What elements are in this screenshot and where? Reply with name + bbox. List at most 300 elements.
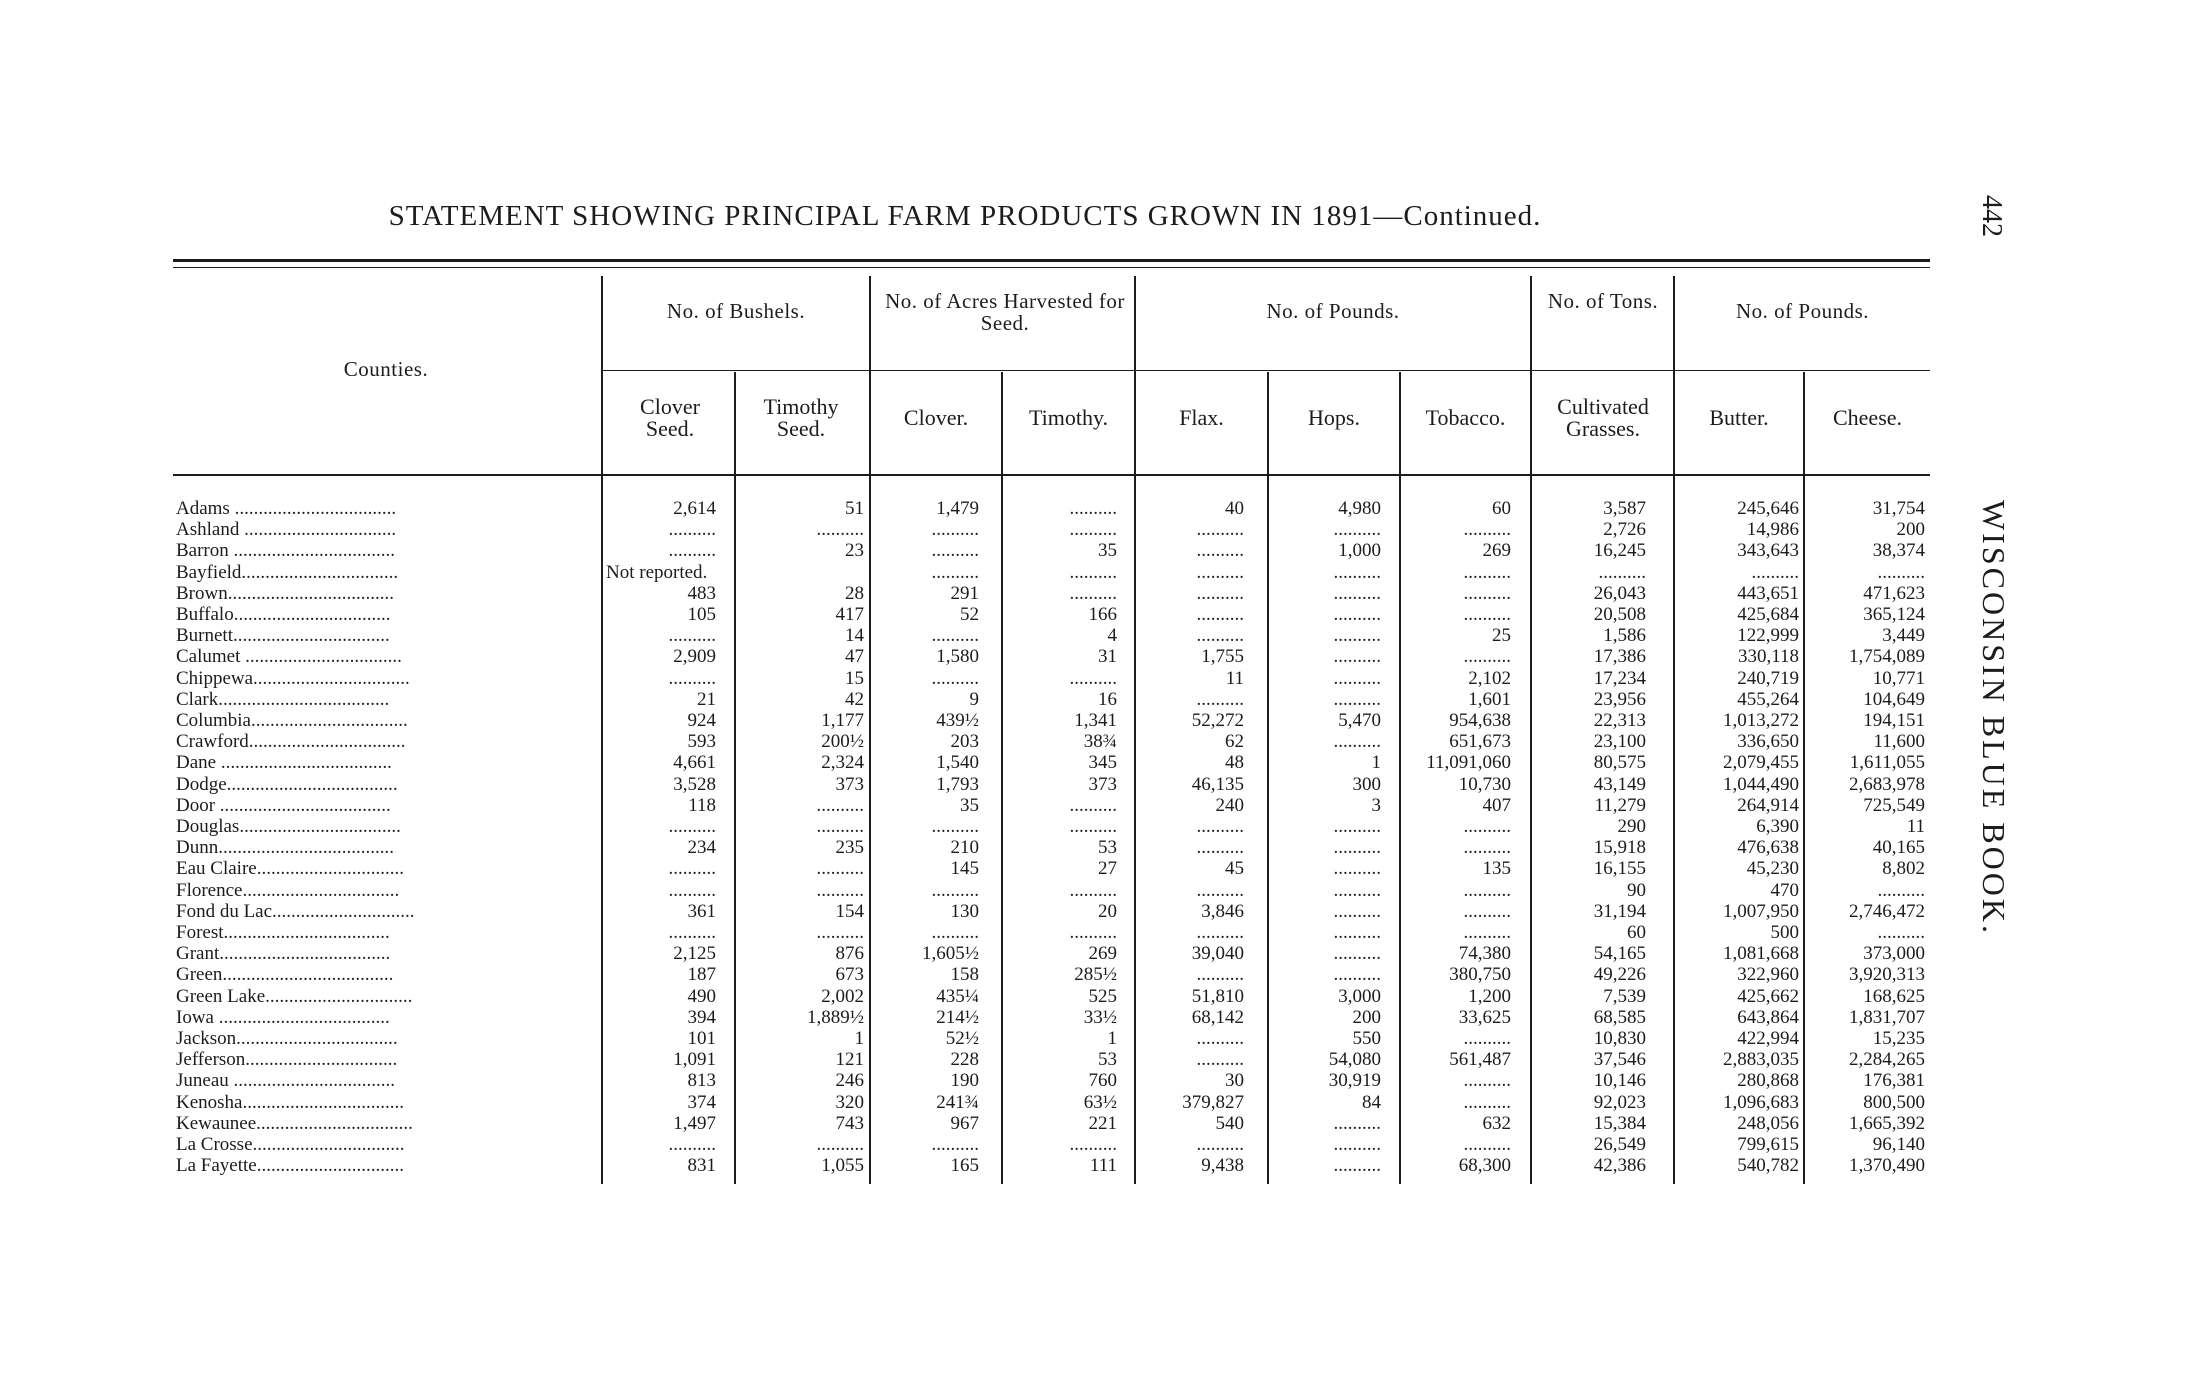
cell-flax: 240: [1215, 795, 1244, 816]
cell-clover-seed: 394: [687, 1007, 716, 1028]
cell-clover-seed: ..........: [668, 668, 716, 689]
cell-hops: ..........: [1333, 922, 1381, 943]
cell-cultivated-grasses: 49,226: [1593, 964, 1646, 985]
cell-timothy-seed: ..........: [816, 922, 864, 943]
cell-timothy: ..........: [1069, 816, 1117, 837]
cell-timothy: ..........: [1069, 880, 1117, 901]
cell-timothy-seed: 373: [835, 774, 864, 795]
cell-butter: 14,986: [1746, 519, 1799, 540]
cell-butter: 245,646: [1737, 498, 1799, 519]
cell-timothy: 27: [1098, 858, 1117, 879]
cell-timothy-seed: 246: [835, 1070, 864, 1091]
cell-timothy-seed: ..........: [816, 880, 864, 901]
cell-hops: ..........: [1333, 519, 1381, 540]
cell-cheese: 373,000: [1863, 943, 1925, 964]
cell-timothy: 760: [1088, 1070, 1117, 1091]
cell-clover: ..........: [931, 668, 979, 689]
cell-butter: 264,914: [1737, 795, 1799, 816]
cell-timothy: ..........: [1069, 519, 1117, 540]
table-row: [0, 837, 2192, 858]
cell-hops: ..........: [1333, 943, 1381, 964]
cell-timothy: 38¾: [1083, 731, 1117, 752]
cell-timothy: ..........: [1069, 562, 1117, 583]
table-row: [0, 668, 2192, 689]
table-row: [0, 583, 2192, 604]
cell-county: Clark....................................: [176, 689, 390, 710]
cell-butter: 443,651: [1737, 583, 1799, 604]
cell-clover-seed: 361: [687, 901, 716, 922]
cell-cheese: 1,370,490: [1849, 1155, 1925, 1176]
cell-tobacco: ..........: [1463, 583, 1511, 604]
cell-flax: 1,755: [1201, 646, 1244, 667]
running-head: WISCONSIN BLUE BOOK.: [1976, 500, 2012, 936]
cell-timothy: 53: [1098, 837, 1117, 858]
cell-timothy: 1: [1107, 1028, 1117, 1049]
cell-timothy: 285½: [1074, 964, 1117, 985]
header-cheese: Cheese.: [1832, 405, 1903, 430]
cell-cultivated-grasses: 7,539: [1603, 986, 1646, 1007]
cell-hops: ..........: [1333, 625, 1381, 646]
cell-flax: 52,272: [1191, 710, 1244, 731]
cell-tobacco: ..........: [1463, 646, 1511, 667]
cell-flax: 45: [1225, 858, 1244, 879]
cell-flax: ..........: [1196, 1028, 1244, 1049]
cell-flax: ..........: [1196, 1134, 1244, 1155]
cell-butter: 422,994: [1737, 1028, 1799, 1049]
cell-clover-seed: ..........: [668, 880, 716, 901]
cell-flax: ..........: [1196, 540, 1244, 561]
cell-butter: 2,079,455: [1723, 752, 1799, 773]
cell-cheese: 1,611,055: [1849, 752, 1925, 773]
cell-hops: ..........: [1333, 583, 1381, 604]
cell-county: La Crosse................................: [176, 1134, 405, 1155]
cell-timothy-seed: 23: [845, 540, 864, 561]
cell-clover: 158: [950, 964, 979, 985]
cell-cheese: 10,771: [1872, 668, 1925, 689]
cell-tobacco: 1,200: [1468, 986, 1511, 1007]
cell-clover: ..........: [931, 625, 979, 646]
cell-butter: 476,638: [1737, 837, 1799, 858]
cell-cheese: 365,124: [1863, 604, 1925, 625]
header-counties: Counties.: [343, 357, 429, 381]
cell-hops: ..........: [1333, 668, 1381, 689]
cell-county: Fond du Lac..............................: [176, 901, 415, 922]
cell-tobacco: ..........: [1463, 1028, 1511, 1049]
cell-hops: ..........: [1333, 816, 1381, 837]
cell-cultivated-grasses: 22,313: [1593, 710, 1646, 731]
cell-county: Forest...................................: [176, 922, 390, 943]
cell-hops: ..........: [1333, 646, 1381, 667]
cell-clover-seed: 3,528: [673, 774, 716, 795]
cell-butter: 6,390: [1756, 816, 1799, 837]
cell-clover-seed: ..........: [668, 540, 716, 561]
cell-timothy-seed: 28: [845, 583, 864, 604]
cell-clover: ..........: [931, 922, 979, 943]
cell-clover-seed: 483: [687, 583, 716, 604]
table-row: [0, 1070, 2192, 1091]
cell-clover: ..........: [931, 562, 979, 583]
cell-hops: 1: [1371, 752, 1381, 773]
cell-cheese: 104,649: [1863, 689, 1925, 710]
cell-county: Dunn.....................................: [176, 837, 394, 858]
header-timothy-seed: Timothy Seed.: [763, 394, 839, 441]
cell-timothy-seed: 1,177: [821, 710, 864, 731]
cell-tobacco: 954,638: [1449, 710, 1511, 731]
cell-cultivated-grasses: 37,546: [1593, 1049, 1646, 1070]
cell-county: La Fayette...............................: [176, 1155, 404, 1176]
cell-hops: ..........: [1333, 901, 1381, 922]
cell-county: Florence.................................: [176, 880, 400, 901]
cell-timothy-seed: 2,324: [821, 752, 864, 773]
cell-county: Green Lake...............................: [176, 986, 413, 1007]
table-row: [0, 943, 2192, 964]
cell-tobacco: 380,750: [1449, 964, 1511, 985]
cell-butter: 540,782: [1737, 1155, 1799, 1176]
cell-clover: 241¾: [936, 1092, 979, 1113]
cell-cultivated-grasses: 42,386: [1593, 1155, 1646, 1176]
cell-tobacco: ..........: [1463, 519, 1511, 540]
cell-flax: ..........: [1196, 604, 1244, 625]
header-acres: No. of Acres Harvested for Seed.: [885, 289, 1125, 335]
cell-hops: 84: [1362, 1092, 1381, 1113]
header-timothy: Timothy.: [1028, 405, 1109, 430]
cell-flax: ..........: [1196, 689, 1244, 710]
cell-tobacco: ..........: [1463, 1092, 1511, 1113]
cell-butter: 1,013,272: [1723, 710, 1799, 731]
cell-butter: 280,868: [1737, 1070, 1799, 1091]
cell-county: Grant....................................: [176, 943, 391, 964]
header-bottom-rule: [173, 474, 1930, 476]
cell-cheese: 1,831,707: [1849, 1007, 1925, 1028]
cell-cultivated-grasses: 54,165: [1593, 943, 1646, 964]
cell-hops: 4,980: [1338, 498, 1381, 519]
cell-timothy: 4: [1107, 625, 1117, 646]
cell-cultivated-grasses: 10,146: [1593, 1070, 1646, 1091]
cell-cheese: 725,549: [1863, 795, 1925, 816]
top-rule: [173, 259, 1930, 262]
cell-cheese: 38,374: [1872, 540, 1925, 561]
cell-butter: 330,118: [1737, 646, 1799, 667]
cell-clover: 439½: [936, 710, 979, 731]
cell-cheese: 176,381: [1863, 1070, 1925, 1091]
cell-clover-seed: 813: [687, 1070, 716, 1091]
table-row: [0, 1028, 2192, 1049]
cell-timothy-seed: 743: [835, 1113, 864, 1134]
cell-clover-seed: ..........: [668, 1134, 716, 1155]
cell-timothy-seed: ..........: [816, 795, 864, 816]
cell-timothy-seed: 235: [835, 837, 864, 858]
table-row: [0, 774, 2192, 795]
cell-clover: 9: [969, 689, 979, 710]
cell-hops: ..........: [1333, 880, 1381, 901]
cell-timothy: ..........: [1069, 498, 1117, 519]
cell-hops: 30,919: [1328, 1070, 1381, 1091]
cell-cultivated-grasses: 26,549: [1593, 1134, 1646, 1155]
cell-flax: 40: [1225, 498, 1244, 519]
cell-cultivated-grasses: 60: [1627, 922, 1646, 943]
table-row: [0, 816, 2192, 837]
cell-timothy-seed: 876: [835, 943, 864, 964]
cell-butter: 122,999: [1737, 625, 1799, 646]
cell-clover: 214½: [936, 1007, 979, 1028]
cell-clover: 52: [960, 604, 979, 625]
cell-flax: 30: [1225, 1070, 1244, 1091]
cell-butter: 425,684: [1737, 604, 1799, 625]
cell-clover-seed: 593: [687, 731, 716, 752]
table-row: [0, 1155, 2192, 1176]
cell-clover-seed: Not reported.: [606, 562, 708, 583]
cell-timothy: ..........: [1069, 922, 1117, 943]
cell-butter: 336,650: [1737, 731, 1799, 752]
cell-butter: 425,662: [1737, 986, 1799, 1007]
cell-county: Jefferson................................: [176, 1049, 398, 1070]
cell-cheese: ..........: [1877, 562, 1925, 583]
cell-timothy: ..........: [1069, 1134, 1117, 1155]
cell-clover: ..........: [931, 816, 979, 837]
cell-clover-seed: 101: [687, 1028, 716, 1049]
cell-cultivated-grasses: 15,384: [1593, 1113, 1646, 1134]
cell-cheese: 800,500: [1863, 1092, 1925, 1113]
cell-timothy-seed: 1,055: [821, 1155, 864, 1176]
cell-tobacco: ..........: [1463, 880, 1511, 901]
table-row: [0, 625, 2192, 646]
cell-butter: 455,264: [1737, 689, 1799, 710]
cell-hops: 3: [1371, 795, 1381, 816]
cell-butter: 799,615: [1737, 1134, 1799, 1155]
cell-timothy: 269: [1088, 943, 1117, 964]
cell-cultivated-grasses: 92,023: [1593, 1092, 1646, 1113]
cell-hops: 5,470: [1338, 710, 1381, 731]
cell-tobacco: 68,300: [1458, 1155, 1511, 1176]
cell-cheese: 1,754,089: [1849, 646, 1925, 667]
cell-county: Burnett.................................: [176, 625, 390, 646]
cell-cultivated-grasses: 290: [1617, 816, 1646, 837]
cell-flax: ..........: [1196, 583, 1244, 604]
cell-county: Chippewa.................................: [176, 668, 410, 689]
header-clover-seed: Clover Seed.: [640, 394, 700, 441]
cell-tobacco: 74,380: [1458, 943, 1511, 964]
cell-flax: 3,846: [1201, 901, 1244, 922]
cell-cultivated-grasses: 11,279: [1594, 795, 1646, 816]
cell-hops: ..........: [1333, 604, 1381, 625]
cell-county: Kewaunee.................................: [176, 1113, 413, 1134]
cell-tobacco: 561,487: [1449, 1049, 1511, 1070]
cell-butter: 1,007,950: [1723, 901, 1799, 922]
cell-flax: 9,438: [1201, 1155, 1244, 1176]
cell-tobacco: 269: [1482, 540, 1511, 561]
cell-flax: 51,810: [1191, 986, 1244, 1007]
cell-hops: ..........: [1333, 964, 1381, 985]
cell-county: Barron ..................................: [176, 540, 396, 561]
table-row: [0, 562, 2192, 583]
table-row: [0, 752, 2192, 773]
cell-clover: 145: [950, 858, 979, 879]
cell-flax: ..........: [1196, 880, 1244, 901]
cell-timothy: 33½: [1083, 1007, 1117, 1028]
cell-butter: 470: [1770, 880, 1799, 901]
cell-cultivated-grasses: 2,726: [1603, 519, 1646, 540]
cell-county: Door ....................................: [176, 795, 391, 816]
cell-clover-seed: 21: [697, 689, 716, 710]
cell-hops: ..........: [1333, 858, 1381, 879]
cell-timothy: 16: [1098, 689, 1117, 710]
header-tons: No. of Tons.: [1547, 289, 1659, 313]
cell-tobacco: 632: [1482, 1113, 1511, 1134]
header-hops: Hops.: [1308, 405, 1360, 430]
cell-timothy-seed: ..........: [816, 816, 864, 837]
cell-timothy: 31: [1098, 646, 1117, 667]
cell-cultivated-grasses: 68,585: [1593, 1007, 1646, 1028]
cell-flax: ..........: [1196, 816, 1244, 837]
cell-timothy-seed: ..........: [816, 1134, 864, 1155]
cell-clover-seed: 2,614: [673, 498, 716, 519]
cell-clover: ..........: [931, 880, 979, 901]
cell-flax: ..........: [1196, 964, 1244, 985]
cell-tobacco: ..........: [1463, 604, 1511, 625]
cell-timothy-seed: 2,002: [821, 986, 864, 1007]
cell-butter: ..........: [1751, 562, 1799, 583]
cell-timothy-seed: 15: [845, 668, 864, 689]
cell-cultivated-grasses: ..........: [1598, 562, 1646, 583]
top-rule-thin: [173, 267, 1930, 268]
cell-timothy: 345: [1088, 752, 1117, 773]
cell-timothy: 1,341: [1074, 710, 1117, 731]
cell-clover-seed: ..........: [668, 858, 716, 879]
cell-cultivated-grasses: 90: [1627, 880, 1646, 901]
cell-tobacco: 135: [1482, 858, 1511, 879]
header-pounds-2: No. of Pounds.: [1735, 299, 1869, 323]
cell-clover: 967: [950, 1113, 979, 1134]
cell-tobacco: ..........: [1463, 837, 1511, 858]
cell-cheese: 3,920,313: [1849, 964, 1925, 985]
cell-cheese: 8,802: [1882, 858, 1925, 879]
cell-clover-seed: 924: [687, 710, 716, 731]
cell-clover: ..........: [931, 540, 979, 561]
header-bushels: No. of Bushels.: [666, 299, 806, 323]
cell-cheese: 2,746,472: [1849, 901, 1925, 922]
cell-county: Crawford.................................: [176, 731, 406, 752]
cell-cultivated-grasses: 15,918: [1593, 837, 1646, 858]
cell-flax: ..........: [1196, 519, 1244, 540]
cell-clover-seed: 2,909: [673, 646, 716, 667]
cell-cultivated-grasses: 80,575: [1593, 752, 1646, 773]
table-row: [0, 795, 2192, 816]
table-row: [0, 498, 2192, 519]
cell-timothy-seed: 1: [854, 1028, 864, 1049]
cell-flax: ..........: [1196, 1049, 1244, 1070]
cell-cheese: 2,683,978: [1849, 774, 1925, 795]
cell-tobacco: 25: [1492, 625, 1511, 646]
cell-clover-seed: 2,125: [673, 943, 716, 964]
cell-hops: 200: [1352, 1007, 1381, 1028]
cell-flax: 379,827: [1182, 1092, 1244, 1113]
cell-county: Brown...................................: [176, 583, 394, 604]
cell-butter: 248,056: [1737, 1113, 1799, 1134]
group-header-rule: [603, 370, 1930, 371]
cell-county: Dane ....................................: [176, 752, 392, 773]
cell-cultivated-grasses: 31,194: [1593, 901, 1646, 922]
cell-county: Iowa ....................................: [176, 1007, 390, 1028]
cell-clover-seed: ..........: [668, 519, 716, 540]
cell-timothy-seed: ..........: [816, 858, 864, 879]
cell-hops: 3,000: [1338, 986, 1381, 1007]
cell-clover: 203: [950, 731, 979, 752]
cell-hops: ..........: [1333, 1113, 1381, 1134]
cell-clover: 291: [950, 583, 979, 604]
cell-clover: 52½: [945, 1028, 979, 1049]
cell-cheese: 194,151: [1863, 710, 1925, 731]
cell-cheese: 1,665,392: [1849, 1113, 1925, 1134]
cell-clover: 1,605½: [922, 943, 979, 964]
page-number: 442: [1976, 195, 2007, 237]
table-row: [0, 1049, 2192, 1070]
cell-tobacco: 1,601: [1468, 689, 1511, 710]
cell-butter: 1,096,683: [1723, 1092, 1799, 1113]
cell-cheese: ..........: [1877, 922, 1925, 943]
cell-clover: 165: [950, 1155, 979, 1176]
cell-tobacco: 407: [1482, 795, 1511, 816]
cell-county: Douglas..................................: [176, 816, 401, 837]
cell-county: Green....................................: [176, 964, 394, 985]
cell-flax: ..........: [1196, 625, 1244, 646]
cell-timothy: 63½: [1083, 1092, 1117, 1113]
cell-timothy-seed: 47: [845, 646, 864, 667]
cell-timothy: 20: [1098, 901, 1117, 922]
cell-timothy: 53: [1098, 1049, 1117, 1070]
cell-cheese: 96,140: [1872, 1134, 1925, 1155]
cell-hops: ..........: [1333, 1134, 1381, 1155]
cell-clover: 1,793: [936, 774, 979, 795]
cell-cheese: 2,284,265: [1849, 1049, 1925, 1070]
cell-timothy-seed: 200½: [821, 731, 864, 752]
cell-clover-seed: 105: [687, 604, 716, 625]
table-row: [0, 1134, 2192, 1155]
cell-cultivated-grasses: 16,245: [1593, 540, 1646, 561]
table-row: [0, 964, 2192, 985]
cell-cultivated-grasses: 1,586: [1603, 625, 1646, 646]
table-row: [0, 858, 2192, 879]
cell-clover-seed: 1,497: [673, 1113, 716, 1134]
cell-clover-seed: ..........: [668, 922, 716, 943]
cell-timothy-seed: [738, 562, 864, 583]
cell-tobacco: 60: [1492, 498, 1511, 519]
cell-clover: ..........: [931, 1134, 979, 1155]
cell-cheese: 31,754: [1872, 498, 1925, 519]
cell-cheese: 40,165: [1872, 837, 1925, 858]
cell-county: Columbia.................................: [176, 710, 408, 731]
cell-timothy-seed: ..........: [816, 519, 864, 540]
cell-hops: ..........: [1333, 689, 1381, 710]
cell-clover-seed: 831: [687, 1155, 716, 1176]
header-clover: Clover.: [903, 405, 969, 430]
cell-cheese: 471,623: [1863, 583, 1925, 604]
cell-hops: ..........: [1333, 1155, 1381, 1176]
cell-clover-seed: 4,661: [673, 752, 716, 773]
cell-butter: 1,044,490: [1723, 774, 1799, 795]
cell-flax: 540: [1215, 1113, 1244, 1134]
table-row: [0, 604, 2192, 625]
cell-cultivated-grasses: 23,100: [1593, 731, 1646, 752]
cell-flax: 39,040: [1191, 943, 1244, 964]
cell-clover-seed: 1,091: [673, 1049, 716, 1070]
cell-county: Jackson..................................: [176, 1028, 398, 1049]
cell-cultivated-grasses: 43,149: [1593, 774, 1646, 795]
cell-timothy-seed: 320: [835, 1092, 864, 1113]
cell-cultivated-grasses: 23,956: [1593, 689, 1646, 710]
cell-county: Eau Claire...............................: [176, 858, 404, 879]
table-row: [0, 1092, 2192, 1113]
page-title: STATEMENT SHOWING PRINCIPAL FARM PRODUCTS GROWN IN 1891—Continued.: [388, 200, 1542, 232]
